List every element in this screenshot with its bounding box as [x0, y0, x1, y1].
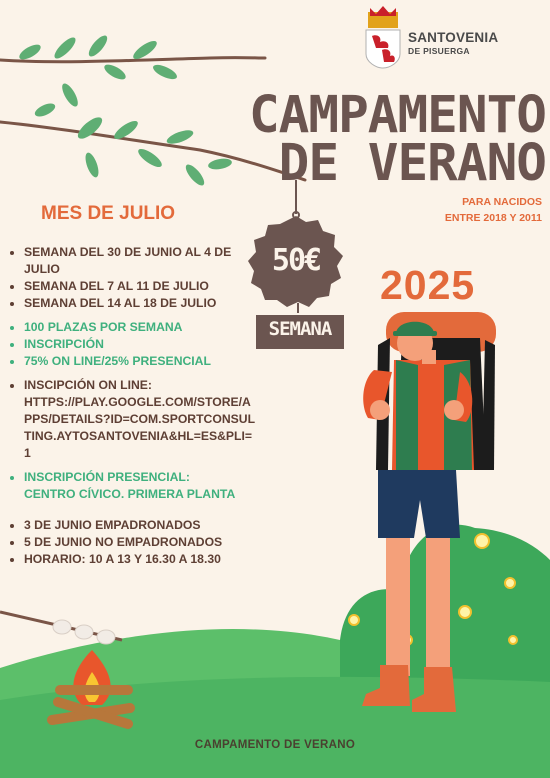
- month-label: MES DE JULIO: [41, 203, 176, 224]
- list-item: • SEMANA DEL 30 DE JUNIO AL 4 DE JULIO: [24, 244, 256, 278]
- brand-subtitle: DE PISUERGA: [408, 46, 470, 56]
- list-item: [24, 377, 256, 462]
- page-title-line2: DE VERANO: [278, 134, 546, 193]
- list-item: • SEMANA DEL 7 AL 11 DE JULIO: [24, 278, 256, 295]
- list-item: [24, 469, 256, 503]
- list-item: • 5 DE JUNIO NO EMPADRONADOS: [24, 534, 256, 551]
- year-label: 2025: [380, 262, 476, 308]
- list-item: • HORARIO: 10 A 13 Y 16.30 A 18.30: [24, 551, 256, 568]
- list-item: • INSCRIPCIÓN: [24, 336, 256, 353]
- onsite-label: INSCRIPCIÓN PRESENCIAL:: [24, 470, 190, 484]
- list-item: • 75% ON LINE/25% PRESENCIAL: [24, 353, 256, 370]
- dates-list: [10, 517, 256, 568]
- brand-name: SANTOVENIA: [408, 30, 499, 45]
- online-registration: [10, 377, 256, 462]
- per-week-label: SEMANA: [268, 318, 332, 340]
- birth-years-line2: ENTRE 2018 Y 2011: [444, 212, 542, 224]
- onsite-registration: [10, 469, 256, 503]
- weeks-list: [10, 244, 256, 312]
- onsite-place: CENTRO CÍVICO. PRIMERA PLANTA: [24, 487, 236, 501]
- price-amount: 50€: [271, 243, 321, 278]
- birth-years-note: [400, 194, 542, 226]
- footer-title: CAMPAMENTO DE VERANO: [194, 739, 356, 751]
- details-list: [10, 319, 256, 370]
- online-url-link[interactable]: HTTPS://PLAY.GOOGLE.COM/STORE/APPS/DETAILS?ID=COM.SPORTCONSULTING.AYTOSANTOVENIA&HL=ES&PLI=1: [24, 395, 256, 460]
- list-item: • SEMANA DEL 14 AL 18 DE JULIO: [24, 295, 256, 312]
- page-title-line1: CAMPAMENTO: [248, 86, 546, 145]
- list-item: • 3 DE JUNIO EMPADRONADOS: [24, 517, 256, 534]
- online-label: INSCIPCIÓN ON LINE:: [24, 378, 152, 392]
- birth-years-line1: PARA NACIDOS: [462, 196, 542, 208]
- list-item: • 100 PLAZAS POR SEMANA: [24, 319, 256, 336]
